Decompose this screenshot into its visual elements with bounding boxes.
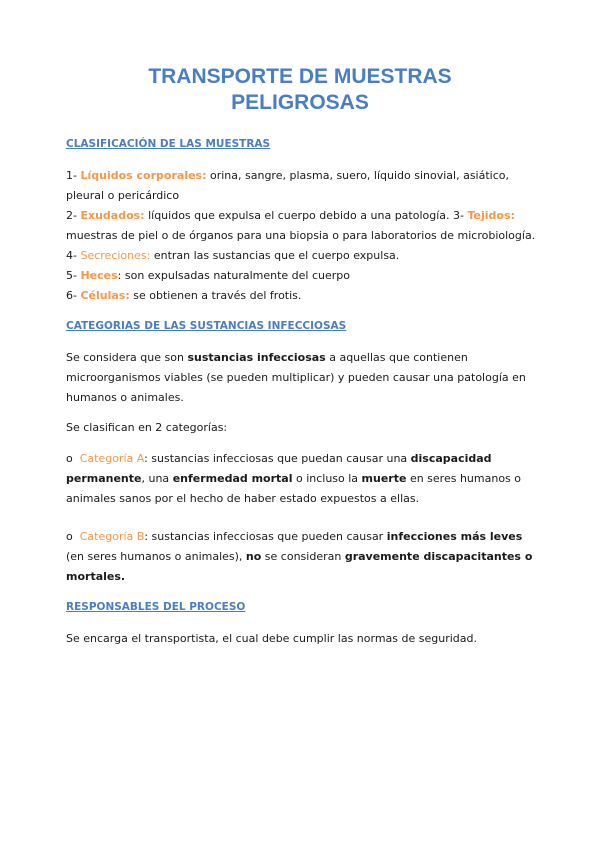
term-categoria-a: Categoría A — [79, 452, 145, 465]
list-item-1: 1- Líquidos corporales: orina, sangre, plasma, suero, líquido sinovial, asiático, — [66, 169, 509, 182]
list-item-5: 5- Heces: son expulsadas naturalmente del cuerpo — [66, 269, 350, 282]
paragraph-responsables: Se encarga el transportista, el cual debe cumplir las normas de seguridad. — [66, 632, 478, 645]
paragraph-definition-l3: humanos o animales. — [66, 391, 184, 404]
title-line-2: PELIGROSAS — [231, 91, 369, 114]
paragraph-clasifican: Se clasifican en 2 categorías: — [66, 421, 228, 434]
bullet-a: o — [66, 452, 73, 465]
category-b-l1: o Categoría B: sustancias infecciosas que pueden causar infecciones más leves — [66, 530, 523, 543]
term-exudados: Exudados: — [80, 209, 145, 222]
term-celulas: Células: — [80, 289, 130, 302]
term-liquidos: Líquidos corporales: — [80, 169, 207, 182]
title-line-1: TRANSPORTE DE MUESTRAS — [148, 65, 452, 88]
term-tejidos: Tejidos: — [467, 209, 515, 222]
category-b-l2: (en seres humanos o animales), no se consideran gravemente discapacitantes o — [66, 550, 533, 563]
list-item-6: 6- Células: se obtienen a través del frotis. — [66, 289, 302, 302]
term-secreciones: Secreciones: — [80, 249, 151, 262]
term-heces: Heces — [80, 269, 118, 282]
paragraph-definition-l2: microorganismos viables (se pueden multiplicar) y pueden causar una patología en — [66, 371, 526, 384]
section-heading-responsables: RESPONSABLES DEL PROCESO — [66, 601, 246, 613]
category-a-l3: animales sanos por el hecho de haber estado expuestos a ellas. — [66, 492, 420, 505]
term-categoria-b: Categoría B — [79, 530, 145, 543]
bullet-b: o — [66, 530, 73, 543]
category-b-l3: mortales. — [66, 570, 126, 583]
category-a-l2: permanente, una enfermedad mortal o incluso la muerte en seres humanos o — [66, 472, 522, 485]
list-item-4: 4- Secreciones: entran las sustancias que el cuerpo expulsa. — [66, 249, 400, 262]
list-item-3-cont: muestras de piel o de órganos para una biopsia o para laboratorios de microbiología. — [66, 229, 536, 242]
section-heading-categorias: CATEGORIAS DE LAS SUSTANCIAS INFECCIOSAS — [66, 320, 347, 332]
paragraph-definition-l1: Se considera que son sustancias infecciosas a aquellas que contienen — [66, 351, 468, 364]
page-title — [60, 64, 540, 116]
category-a-l1: o Categoría A: sustancias infecciosas que puedan causar una discapacidad — [66, 452, 492, 465]
list-item-2: 2- Exudados: líquidos que expulsa el cuerpo debido a una patología. 3- Tejidos: — [66, 209, 515, 222]
list-item-1-cont: pleural o pericárdico — [66, 189, 180, 202]
term-sustancias-infecciosas: sustancias infecciosas — [187, 351, 326, 364]
section-heading-clasificacion: CLASIFICACIÓN DE LAS MUESTRAS — [66, 138, 271, 150]
